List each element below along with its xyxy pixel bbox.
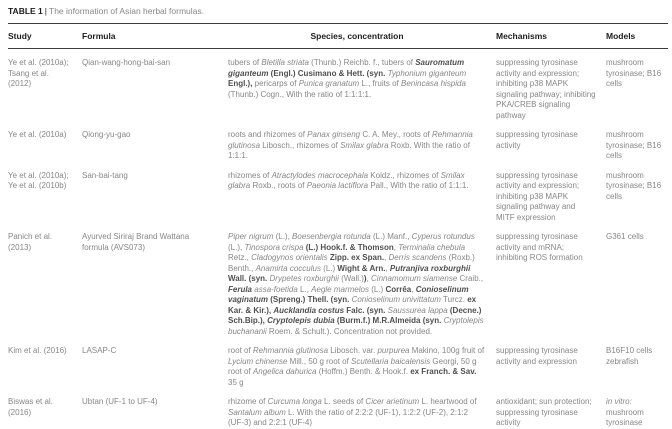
species-emphasis: Cladogynos orientalis (251, 253, 328, 262)
species-emphasis: Punica granatum (298, 79, 360, 88)
plain-text: L., fruits of (359, 79, 401, 88)
species-emphasis: Falc. (syn. (344, 305, 388, 315)
plain-text: B16F10 cells zebrafish (606, 346, 653, 366)
species-emphasis: Zipp. ex Span. (327, 253, 385, 262)
species-emphasis: Drypetes roxburghii (269, 274, 339, 283)
plain-text: L. With the ratio of 2:2:2 (UF-1), 1:2:2 (UF-2), 2:1:2 (UF-3) and 2:2:1 (UF-4) (228, 407, 469, 427)
cell-mechanisms: suppressing tyrosinase activity and mRNA; inhibiting ROS formation (496, 232, 583, 262)
cell-study: Biswas et al. (2016) (8, 397, 53, 417)
species-emphasis: (Decne.) Sch.Bip.), (228, 305, 482, 325)
species-emphasis: (L.) Hook.f. & Thomson (303, 242, 394, 252)
plain-text: (L.) Manf., (370, 232, 412, 241)
cell-formula: Qiong-yu-gao (82, 130, 131, 139)
plain-text: (Hoffm.) Benth. & Hook.f. (316, 367, 411, 376)
table-row (8, 162, 668, 224)
caption-text: The information of Asian herbal formulas. (49, 6, 204, 16)
plain-text: Roxb. With the ratio of 1:1:1. (228, 140, 470, 160)
species-emphasis: Saussurea lappa (387, 305, 448, 315)
cell-models (606, 162, 668, 224)
cell-mechanisms: antioxidant; sun protection; suppressing tyrosinase activity (496, 397, 592, 427)
cell-study: Ye et al. (2010a); Ye et al. (2010b) (8, 170, 69, 190)
plain-text: (Wall.) (338, 274, 364, 283)
species-emphasis: Atractylodes macrocephala (271, 170, 369, 180)
table-row (8, 388, 668, 429)
table-body (8, 49, 668, 429)
species-emphasis: Piper nigrum (228, 232, 274, 241)
plain-text: L., (297, 284, 312, 294)
species-emphasis: Tinospora crispa (244, 242, 304, 252)
table-row (8, 121, 668, 162)
cell-models (606, 49, 668, 122)
cell-formula: Ubtan (UF-1 to UF-4) (82, 397, 158, 406)
plain-text: pericarps of (252, 79, 299, 88)
species-emphasis: ex Franch. & Sav. (410, 367, 477, 376)
species-emphasis: Bletilla striata (261, 58, 309, 67)
species-emphasis: Putranjiva roxburghii (389, 263, 471, 273)
plain-text: L. seeds of (321, 397, 366, 406)
plain-text: , (385, 263, 390, 273)
species-emphasis: Smilax glabra (228, 170, 465, 190)
caption-separator: | (44, 6, 48, 16)
species-emphasis: Rehmannia glutinosa (252, 346, 329, 355)
species-emphasis: Engl.), (228, 79, 253, 88)
plain-text: rhizome of (228, 397, 268, 406)
species-emphasis: Wight & Arn. (337, 263, 386, 273)
species-emphasis: Conioselinum univittatum (351, 295, 441, 304)
table-label: TABLE 1 (8, 6, 43, 16)
plain-text: (Thunb.) Reichb. f., tubers of (308, 58, 416, 67)
species-emphasis: Corrêa (385, 284, 412, 294)
species-emphasis: Conioselinum vaginatum (228, 284, 469, 304)
plain-text: Makino, 100g fruit of (409, 346, 485, 355)
species-emphasis: Anamirta cocculus (255, 263, 321, 273)
species-emphasis: (Engl.) Cusimano & Hett. (syn. (268, 68, 388, 78)
plain-text: , (366, 274, 372, 283)
plain-text: Roxb., roots of (250, 181, 307, 190)
plain-text: (Roxb.) Benth., (228, 253, 475, 273)
species-emphasis: Cinnamomum siamense (371, 274, 458, 283)
cell-formula: San-bai-tang (82, 170, 128, 180)
plain-text: , (384, 253, 389, 262)
species-emphasis: Cyperus rotundus (411, 232, 475, 241)
species-emphasis: Wall. (syn. (228, 274, 270, 283)
plain-text: Libosch., rhizomes of (260, 140, 341, 150)
species-emphasis: Santalum album (228, 407, 286, 417)
table-row (8, 49, 668, 122)
column-header-models: Models (606, 24, 668, 49)
plain-text: Craib., (457, 274, 484, 283)
table-caption (8, 4, 668, 23)
cell-mechanisms: suppressing tyrosinase activity and expression; inhibiting p38 MAPK signaling pathway; inhibiting PKA/CREB signaling pathway (496, 58, 596, 120)
plain-text: Libosch. var. (328, 346, 378, 355)
column-header-species: Species, concentration (228, 24, 496, 49)
species-emphasis: Angelica dahurica (252, 367, 317, 376)
cell-mechanisms: suppressing tyrosinase activity (496, 130, 578, 150)
cell-study: Ye et al. (2010a) (8, 130, 67, 139)
plain-text: C. A. Mey., roots of (360, 130, 432, 139)
cell-species (228, 121, 496, 162)
species-emphasis: Benincasa hispida (400, 79, 466, 88)
cell-formula: LASAP-C (82, 346, 117, 355)
plain-text: tubers of (228, 58, 262, 67)
species-emphasis: Ferula (228, 284, 253, 294)
plain-text: mushroom tyrosinase; B16 cells (606, 170, 662, 201)
plain-text: Pall., With the ratio of 1:1:1. (368, 181, 469, 190)
header-row (8, 24, 668, 49)
table-row (8, 223, 668, 337)
species-emphasis: Scutellaria baicalensis (351, 356, 431, 366)
plain-text: (Thunb.) Cogn., With the ratio of 1:1:1:1. (228, 89, 372, 99)
species-emphasis: ) (363, 274, 367, 283)
column-header-mechanisms: Mechanisms (496, 24, 606, 49)
plain-text: (L.), (273, 232, 293, 241)
plain-text: Georgi, 50 g root of (228, 356, 477, 376)
plain-text: (L.) (320, 263, 338, 273)
species-emphasis: (Spreng.) Thell. (syn. (268, 295, 352, 304)
species-emphasis: Boesenbergia rotunda (292, 232, 371, 241)
plain-text: mushroom tyrosinase; B16 cells (606, 58, 662, 88)
plain-text: , (411, 284, 416, 294)
cell-study: Kim et al. (2016) (8, 346, 67, 355)
plain-text: , (393, 242, 399, 252)
cell-study: Panich et al. (2013) (8, 232, 53, 252)
plain-text: mushroom tyrosinase (606, 407, 644, 427)
cell-models (606, 337, 668, 388)
cell-models (606, 388, 668, 429)
cell-species (228, 162, 496, 224)
plain-text: roots and rhizomes of (228, 130, 308, 139)
cell-species (228, 223, 496, 337)
species-emphasis: Lycium chinense (228, 356, 288, 366)
species-emphasis: Derris scandens (388, 253, 447, 262)
species-emphasis: Sauromatum giganteum (228, 58, 465, 78)
cell-study: Ye et al. (2010a); Tsang et al. (2012) (8, 58, 69, 88)
species-emphasis: purpurea (377, 346, 410, 355)
plain-text: root of (228, 346, 253, 355)
cell-species (228, 49, 496, 122)
plain-text: (L.), (228, 242, 245, 252)
herbal-formulas-table (8, 23, 668, 429)
cell-mechanisms: suppressing tyrosinase activity and expression; inhibiting p38 MAPK signaling pathway and MITF expression (496, 170, 580, 222)
species-emphasis: Aucklandia costus (273, 305, 345, 315)
column-header-formula: Formula (82, 24, 228, 49)
species-emphasis: Paeonia lactiflora (306, 181, 369, 190)
species-emphasis: Cryptolepis buchananii (228, 316, 484, 336)
species-emphasis: Rehmannia glutinosa (228, 130, 473, 150)
cell-formula: Ayurved Siriraj Brand Wattana formula (AVS073) (82, 232, 190, 252)
species-emphasis: Panax ginseng (307, 130, 361, 139)
plain-text: Roem. & Schult.). Concentration not provided. (266, 326, 433, 336)
cell-species (228, 388, 496, 429)
species-emphasis: (Burm.f.) M.R.Almeida (syn. (334, 316, 444, 325)
species-emphasis: Cryptolepis dubia (267, 316, 335, 325)
species-emphasis: assa-foetida (252, 284, 298, 294)
species-emphasis: Smilax glabra (340, 140, 389, 150)
table-header (8, 24, 668, 49)
plain-text: rhizomes of (228, 170, 272, 180)
plain-text: L. heartwood of (419, 397, 477, 406)
plain-text: (L.) (368, 284, 386, 294)
species-emphasis: ex Kar. & Kir.), (228, 295, 477, 315)
species-emphasis: Curcuma longa (267, 397, 322, 406)
column-header-study: Study (8, 24, 82, 49)
table-row (8, 337, 668, 388)
plain-text: mushroom tyrosinase; B16 cells (606, 130, 662, 160)
cell-mechanisms: suppressing tyrosinase activity and expression (496, 346, 578, 366)
cell-models (606, 121, 668, 162)
plain-text: Mill., 50 g root of (287, 356, 352, 366)
species-emphasis: Cicer arietinum (365, 397, 420, 406)
cell-models (606, 223, 668, 337)
species-emphasis: Terminalia chebula (398, 242, 466, 252)
cell-formula: Qian-wang-hong-bai-san (82, 58, 171, 67)
species-emphasis: in vitro: (606, 397, 632, 406)
plain-text: G361 cells (606, 232, 644, 241)
plain-text: 35 g (228, 377, 244, 387)
species-emphasis: Typhonium giganteum (387, 68, 467, 78)
plain-text: Retz., (228, 253, 252, 262)
species-emphasis: Aegle marmelos (311, 284, 369, 294)
plain-text: Koidz., rhizomes of (368, 170, 441, 180)
plain-text: Turcz. (440, 295, 468, 304)
cell-species (228, 337, 496, 388)
